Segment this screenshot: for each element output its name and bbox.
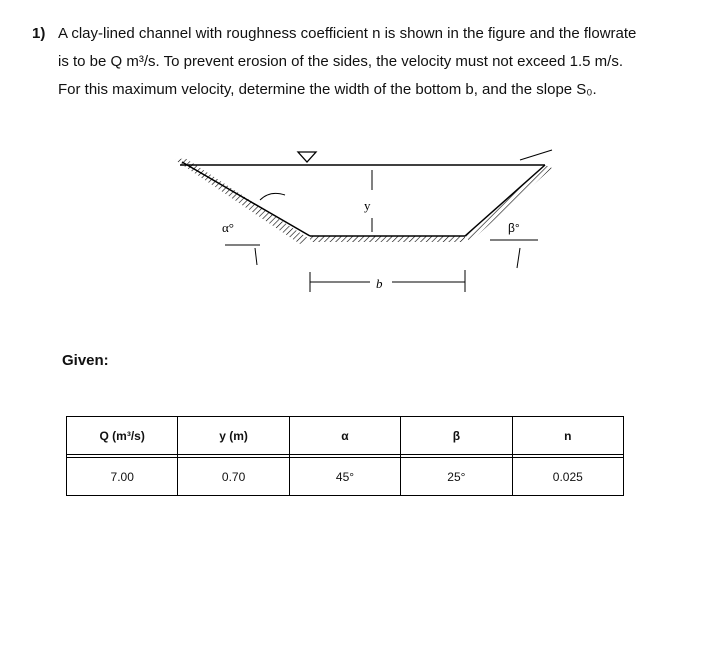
table-cell: 25° <box>401 458 512 496</box>
alpha-label: α° <box>222 220 235 235</box>
width-label: b <box>376 276 383 291</box>
problem-line-2: is to be Q m³/s. To prevent erosion of the sides, the velocity must not exceed 1.5 m/s. <box>58 53 623 70</box>
table-cell: 45° <box>289 458 400 496</box>
beta-label: β° <box>508 221 520 235</box>
depth-label: y <box>364 198 371 213</box>
channel-figure <box>160 140 560 310</box>
table-cell: 7.00 <box>67 458 178 496</box>
given-label: Given: <box>62 352 109 369</box>
problem-line-3: For this maximum velocity, determine the width of the bottom b, and the slope S₀. <box>58 81 597 98</box>
problem-number: 1) <box>32 25 46 42</box>
given-table <box>66 416 624 496</box>
table-header: n <box>512 417 623 455</box>
problem-line-1: A clay-lined channel with roughness coefficient n is shown in the figure and the flowrate <box>58 25 637 42</box>
table-header: α <box>289 417 400 455</box>
table-row <box>67 458 624 496</box>
table-cell: 0.025 <box>512 458 623 496</box>
alpha-arc <box>260 193 285 200</box>
table-header: β <box>401 417 512 455</box>
table-header: y (m) <box>178 417 289 455</box>
table-header-row <box>67 417 624 455</box>
channel-bottom <box>310 236 465 242</box>
table-header: Q (m³/s) <box>67 417 178 455</box>
table-cell: 0.70 <box>178 458 289 496</box>
left-bank <box>175 158 308 244</box>
free-surface-symbol <box>298 152 316 162</box>
